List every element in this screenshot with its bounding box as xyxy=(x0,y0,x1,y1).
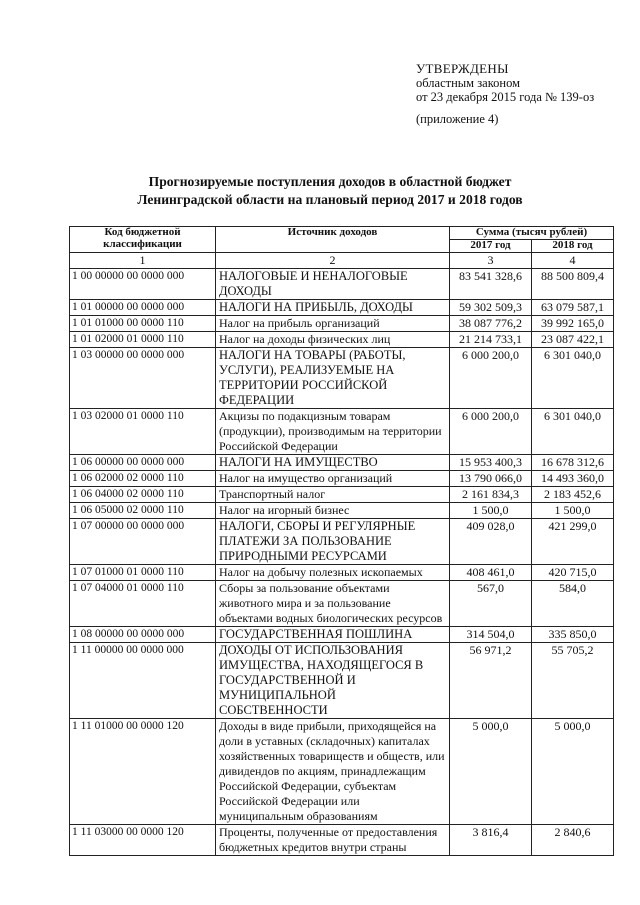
row-source: Налог на добычу полезных ископаемых xyxy=(216,565,450,581)
row-code: 1 01 00000 00 0000 000 xyxy=(70,300,216,316)
row-amount-2017: 409 028,0 xyxy=(450,519,532,565)
row-amount-2018: 55 705,2 xyxy=(532,643,614,719)
row-amount-2017: 314 504,0 xyxy=(450,627,532,643)
approval-date: от 23 декабря 2015 года № 139-оз xyxy=(416,90,595,104)
table-row xyxy=(70,487,614,503)
row-code: 1 07 01000 01 0000 110 xyxy=(70,565,216,581)
row-amount-2018: 420 715,0 xyxy=(532,565,614,581)
table-row xyxy=(70,471,614,487)
row-amount-2018: 421 299,0 xyxy=(532,519,614,565)
row-amount-2018: 14 493 360,0 xyxy=(532,471,614,487)
row-amount-2017: 2 161 834,3 xyxy=(450,487,532,503)
table-row xyxy=(70,455,614,471)
row-source: Проценты, полученные от предоставления бюджетных кредитов внутри страны xyxy=(216,825,450,856)
row-source: Налог на прибыль организаций xyxy=(216,316,450,332)
row-source: Сборы за пользование объектами животного мира и за пользование объектами водных биологических ресурсов xyxy=(216,581,450,627)
row-code: 1 08 00000 00 0000 000 xyxy=(70,627,216,643)
table-row xyxy=(70,565,614,581)
title-line-2: Ленинградской области на плановый период 2017 и 2018 годов xyxy=(137,192,523,207)
row-amount-2017: 56 971,2 xyxy=(450,643,532,719)
row-amount-2018: 6 301 040,0 xyxy=(532,409,614,455)
row-amount-2018: 335 850,0 xyxy=(532,627,614,643)
row-amount-2017: 83 541 328,6 xyxy=(450,269,532,300)
row-code: 1 11 00000 00 0000 000 xyxy=(70,643,216,719)
row-amount-2018: 16 678 312,6 xyxy=(532,455,614,471)
row-code: 1 11 03000 00 0000 120 xyxy=(70,825,216,856)
row-amount-2017: 6 000 200,0 xyxy=(450,409,532,455)
table-row xyxy=(70,503,614,519)
col-number: 2 xyxy=(216,253,450,269)
row-source: Налог на доходы физических лиц xyxy=(216,332,450,348)
row-source: НАЛОГИ, СБОРЫ И РЕГУЛЯРНЫЕ ПЛАТЕЖИ ЗА ПОЛЬЗОВАНИЕ ПРИРОДНЫМИ РЕСУРСАМИ xyxy=(216,519,450,565)
row-amount-2018: 88 500 809,4 xyxy=(532,269,614,300)
table-row xyxy=(70,269,614,300)
header-year-2018: 2018 год xyxy=(532,240,614,253)
table-row xyxy=(70,581,614,627)
row-source: ГОСУДАРСТВЕННАЯ ПОШЛИНА xyxy=(216,627,450,643)
approval-stamp xyxy=(416,62,630,126)
row-amount-2018: 6 301 040,0 xyxy=(532,348,614,409)
table-row xyxy=(70,643,614,719)
row-code: 1 11 01000 00 0000 120 xyxy=(70,719,216,825)
row-amount-2018: 584,0 xyxy=(532,581,614,627)
table-row xyxy=(70,409,614,455)
row-amount-2018: 39 992 165,0 xyxy=(532,316,614,332)
row-code: 1 07 00000 00 0000 000 xyxy=(70,519,216,565)
row-amount-2017: 6 000 200,0 xyxy=(450,348,532,409)
row-amount-2018: 23 087 422,1 xyxy=(532,332,614,348)
document-title xyxy=(60,173,600,209)
row-amount-2017: 21 214 733,1 xyxy=(450,332,532,348)
row-amount-2018: 2 840,6 xyxy=(532,825,614,856)
row-source: НАЛОГОВЫЕ И НЕНАЛОГОВЫЕ ДОХОДЫ xyxy=(216,269,450,300)
row-source: Акцизы по подакцизным товарам (продукции), производимым на территории Российской Федерации xyxy=(216,409,450,455)
col-number: 3 xyxy=(450,253,532,269)
row-amount-2017: 15 953 400,3 xyxy=(450,455,532,471)
row-source: Налог на игорный бизнес xyxy=(216,503,450,519)
col-number: 4 xyxy=(532,253,614,269)
row-source: НАЛОГИ НА ИМУЩЕСТВО xyxy=(216,455,450,471)
row-amount-2018: 63 079 587,1 xyxy=(532,300,614,316)
row-amount-2017: 59 302 509,3 xyxy=(450,300,532,316)
header-code: Код бюджетной классификации xyxy=(70,227,216,253)
table-row xyxy=(70,825,614,856)
table-row xyxy=(70,332,614,348)
row-amount-2017: 408 461,0 xyxy=(450,565,532,581)
row-code: 1 01 02000 01 0000 110 xyxy=(70,332,216,348)
row-code: 1 03 00000 00 0000 000 xyxy=(70,348,216,409)
revenue-table xyxy=(69,226,614,856)
row-code: 1 06 02000 02 0000 110 xyxy=(70,471,216,487)
table-row xyxy=(70,316,614,332)
row-amount-2017: 567,0 xyxy=(450,581,532,627)
row-amount-2018: 1 500,0 xyxy=(532,503,614,519)
row-code: 1 01 01000 00 0000 110 xyxy=(70,316,216,332)
row-amount-2018: 2 183 452,6 xyxy=(532,487,614,503)
table-row xyxy=(70,300,614,316)
approval-appendix: (приложение 4) xyxy=(416,112,499,126)
col-number: 1 xyxy=(70,253,216,269)
row-amount-2017: 1 500,0 xyxy=(450,503,532,519)
row-code: 1 06 05000 02 0000 110 xyxy=(70,503,216,519)
header-sum: Сумма (тысяч рублей) xyxy=(450,227,614,240)
row-code: 1 06 04000 02 0000 110 xyxy=(70,487,216,503)
row-code: 1 07 04000 01 0000 110 xyxy=(70,581,216,627)
approval-title: УТВЕРЖДЕНЫ xyxy=(416,61,509,76)
row-source: ДОХОДЫ ОТ ИСПОЛЬЗОВАНИЯ ИМУЩЕСТВА, НАХОДЯЩЕГОСЯ В ГОСУДАРСТВЕННОЙ И МУНИЦИПАЛЬНОЙ СОБСТВЕННОСТИ xyxy=(216,643,450,719)
header-year-2017: 2017 год xyxy=(450,240,532,253)
row-source: НАЛОГИ НА ПРИБЫЛЬ, ДОХОДЫ xyxy=(216,300,450,316)
row-source: Налог на имущество организаций xyxy=(216,471,450,487)
row-source: Транспортный налог xyxy=(216,487,450,503)
header-source: Источник доходов xyxy=(216,227,450,253)
row-amount-2017: 13 790 066,0 xyxy=(450,471,532,487)
row-amount-2018: 5 000,0 xyxy=(532,719,614,825)
row-code: 1 00 00000 00 0000 000 xyxy=(70,269,216,300)
title-line-1: Прогнозируемые поступления доходов в областной бюджет xyxy=(148,174,512,189)
approval-law: областным законом xyxy=(416,76,521,90)
row-source: Доходы в виде прибыли, приходящейся на доли в уставных (складочных) капиталах хозяйственных товариществ и обществ, или дивидендов по акциям, принадлежащим Российской Федерации, субъектам Российской Федерации или муниципальным образованиям xyxy=(216,719,450,825)
row-amount-2017: 3 816,4 xyxy=(450,825,532,856)
table-row xyxy=(70,627,614,643)
row-code: 1 06 00000 00 0000 000 xyxy=(70,455,216,471)
row-amount-2017: 38 087 776,2 xyxy=(450,316,532,332)
row-amount-2017: 5 000,0 xyxy=(450,719,532,825)
table-row xyxy=(70,519,614,565)
row-source: НАЛОГИ НА ТОВАРЫ (РАБОТЫ, УСЛУГИ), РЕАЛИЗУЕМЫЕ НА ТЕРРИТОРИИ РОССИЙСКОЙ ФЕДЕРАЦИИ xyxy=(216,348,450,409)
row-code: 1 03 02000 01 0000 110 xyxy=(70,409,216,455)
table-row xyxy=(70,719,614,825)
table-row xyxy=(70,348,614,409)
